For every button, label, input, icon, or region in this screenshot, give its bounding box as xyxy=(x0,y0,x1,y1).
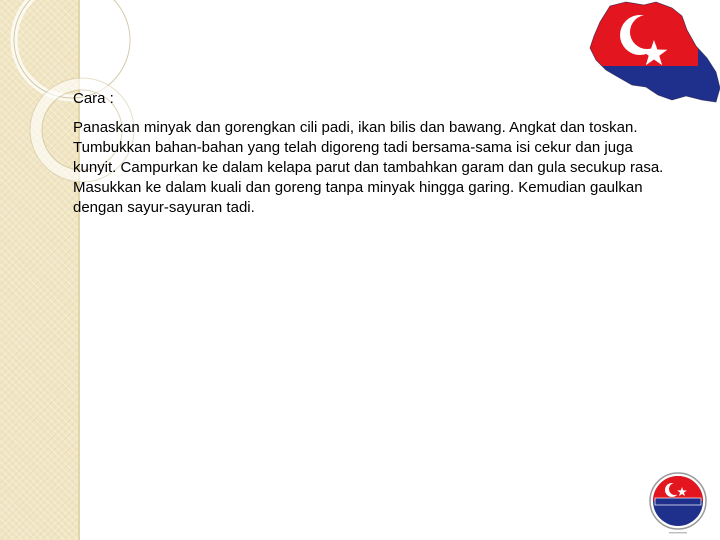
state-emblem-badge-icon xyxy=(645,470,711,536)
slide-content xyxy=(73,89,678,218)
slide-body-text: Panaskan minyak dan gorengkan cili padi, ikan bilis dan bawang. Angkat dan toskan. Tumbukkan bahan-bahan yang telah digoreng tadi bersama-sama isi cekur dan juga kunyit. Campurkan ke dalam kelapa parut dan tambahkan garam dan gula secukup rasa. Masukkan ke dalam kuali dan goreng tanpa minyak hingga garing. Kemudian gaulkan dengan sayur-sayuran tadi. xyxy=(73,119,664,216)
slide-heading: Cara : xyxy=(73,90,114,107)
